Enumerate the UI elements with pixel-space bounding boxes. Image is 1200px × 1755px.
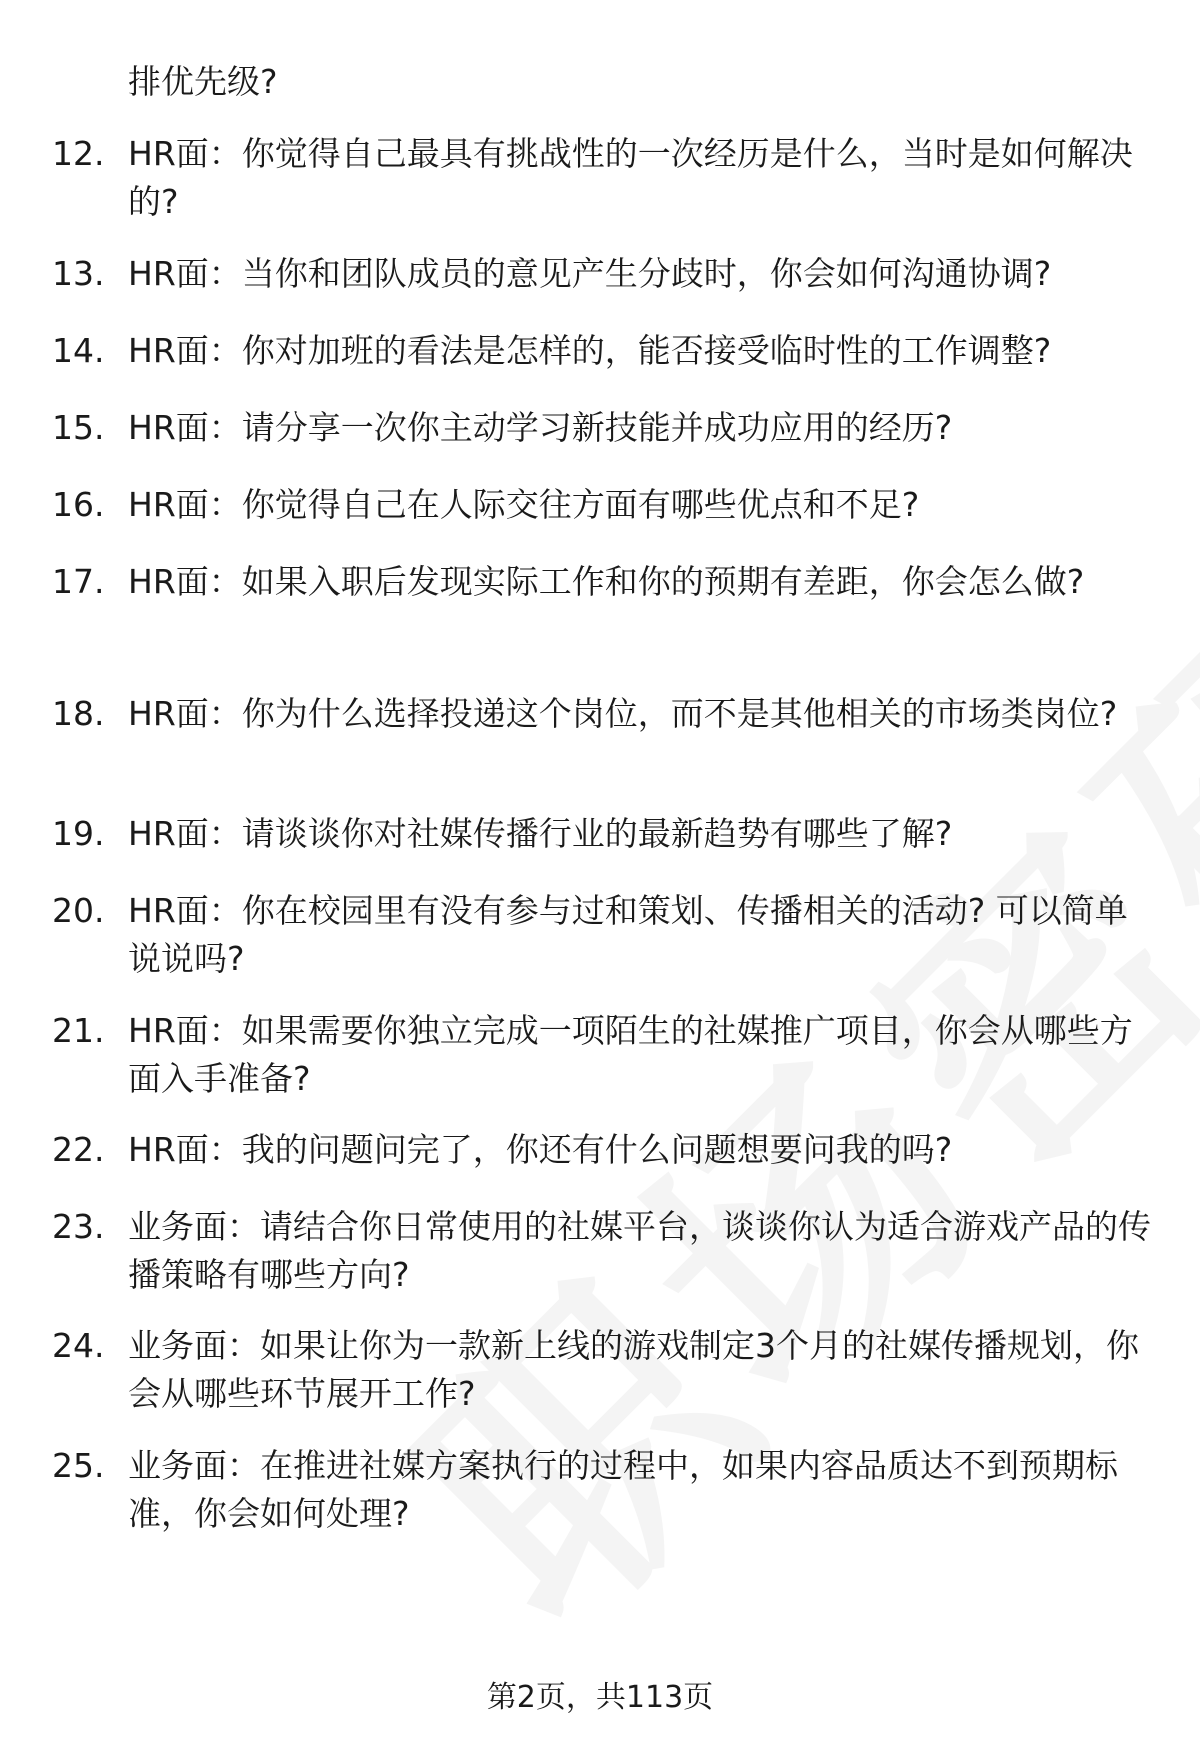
page-number-footer: 第2页，共113页 — [486, 1680, 714, 1715]
question-number: 22. — [52, 1130, 105, 1169]
continued-question-text: 排优先级? — [128, 62, 278, 101]
question-number: 21. — [52, 1011, 105, 1050]
question-text: HR面：你觉得自己最具有挑战性的一次经历是什么，当时是如何解决的? — [128, 134, 1133, 221]
question-number: 17. — [52, 562, 105, 601]
question-number: 18. — [52, 694, 105, 733]
question-text: HR面：你觉得自己在人际交往方面有哪些优点和不足? — [128, 485, 920, 524]
question-text: HR面：我的问题问完了，你还有什么问题想要问我的吗? — [128, 1130, 953, 1169]
question-number: 20. — [52, 891, 105, 930]
question-number: 15. — [52, 408, 105, 447]
question-number: 25. — [52, 1446, 105, 1485]
question-text: HR面：当你和团队成员的意见产生分歧时，你会如何沟通协调? — [128, 254, 1052, 293]
question-number: 23. — [52, 1207, 105, 1246]
question-number: 24. — [52, 1326, 105, 1365]
question-text: HR面：如果入职后发现实际工作和你的预期有差距，你会怎么做? — [128, 562, 1085, 601]
question-text: 业务面：如果让你为一款新上线的游戏制定3个月的社媒传播规划，你会从哪些环节展开工作? — [128, 1326, 1139, 1413]
question-number: 12. — [52, 134, 105, 173]
question-text: 业务面：在推进社媒方案执行的过程中，如果内容品质达不到预期标准，你会如何处理? — [128, 1446, 1118, 1533]
question-text: HR面：你在校园里有没有参与过和策划、传播相关的活动? 可以简单说说吗? — [128, 891, 1128, 978]
question-text: HR面：请谈谈你对社媒传播行业的最新趋势有哪些了解? — [128, 814, 953, 853]
question-text: HR面：你对加班的看法是怎样的，能否接受临时性的工作调整? — [128, 331, 1052, 370]
question-text: 业务面：请结合你日常使用的社媒平台，谈谈你认为适合游戏产品的传播策略有哪些方向? — [128, 1207, 1151, 1294]
question-number: 14. — [52, 331, 105, 370]
question-number: 16. — [52, 485, 105, 524]
question-number: 19. — [52, 814, 105, 853]
question-text: HR面：请分享一次你主动学习新技能并成功应用的经历? — [128, 408, 953, 447]
question-text: HR面：如果需要你独立完成一项陌生的社媒推广项目，你会从哪些方面入手准备? — [128, 1011, 1133, 1098]
question-number: 13. — [52, 254, 105, 293]
question-text: HR面：你为什么选择投递这个岗位，而不是其他相关的市场类岗位? — [128, 694, 1118, 733]
